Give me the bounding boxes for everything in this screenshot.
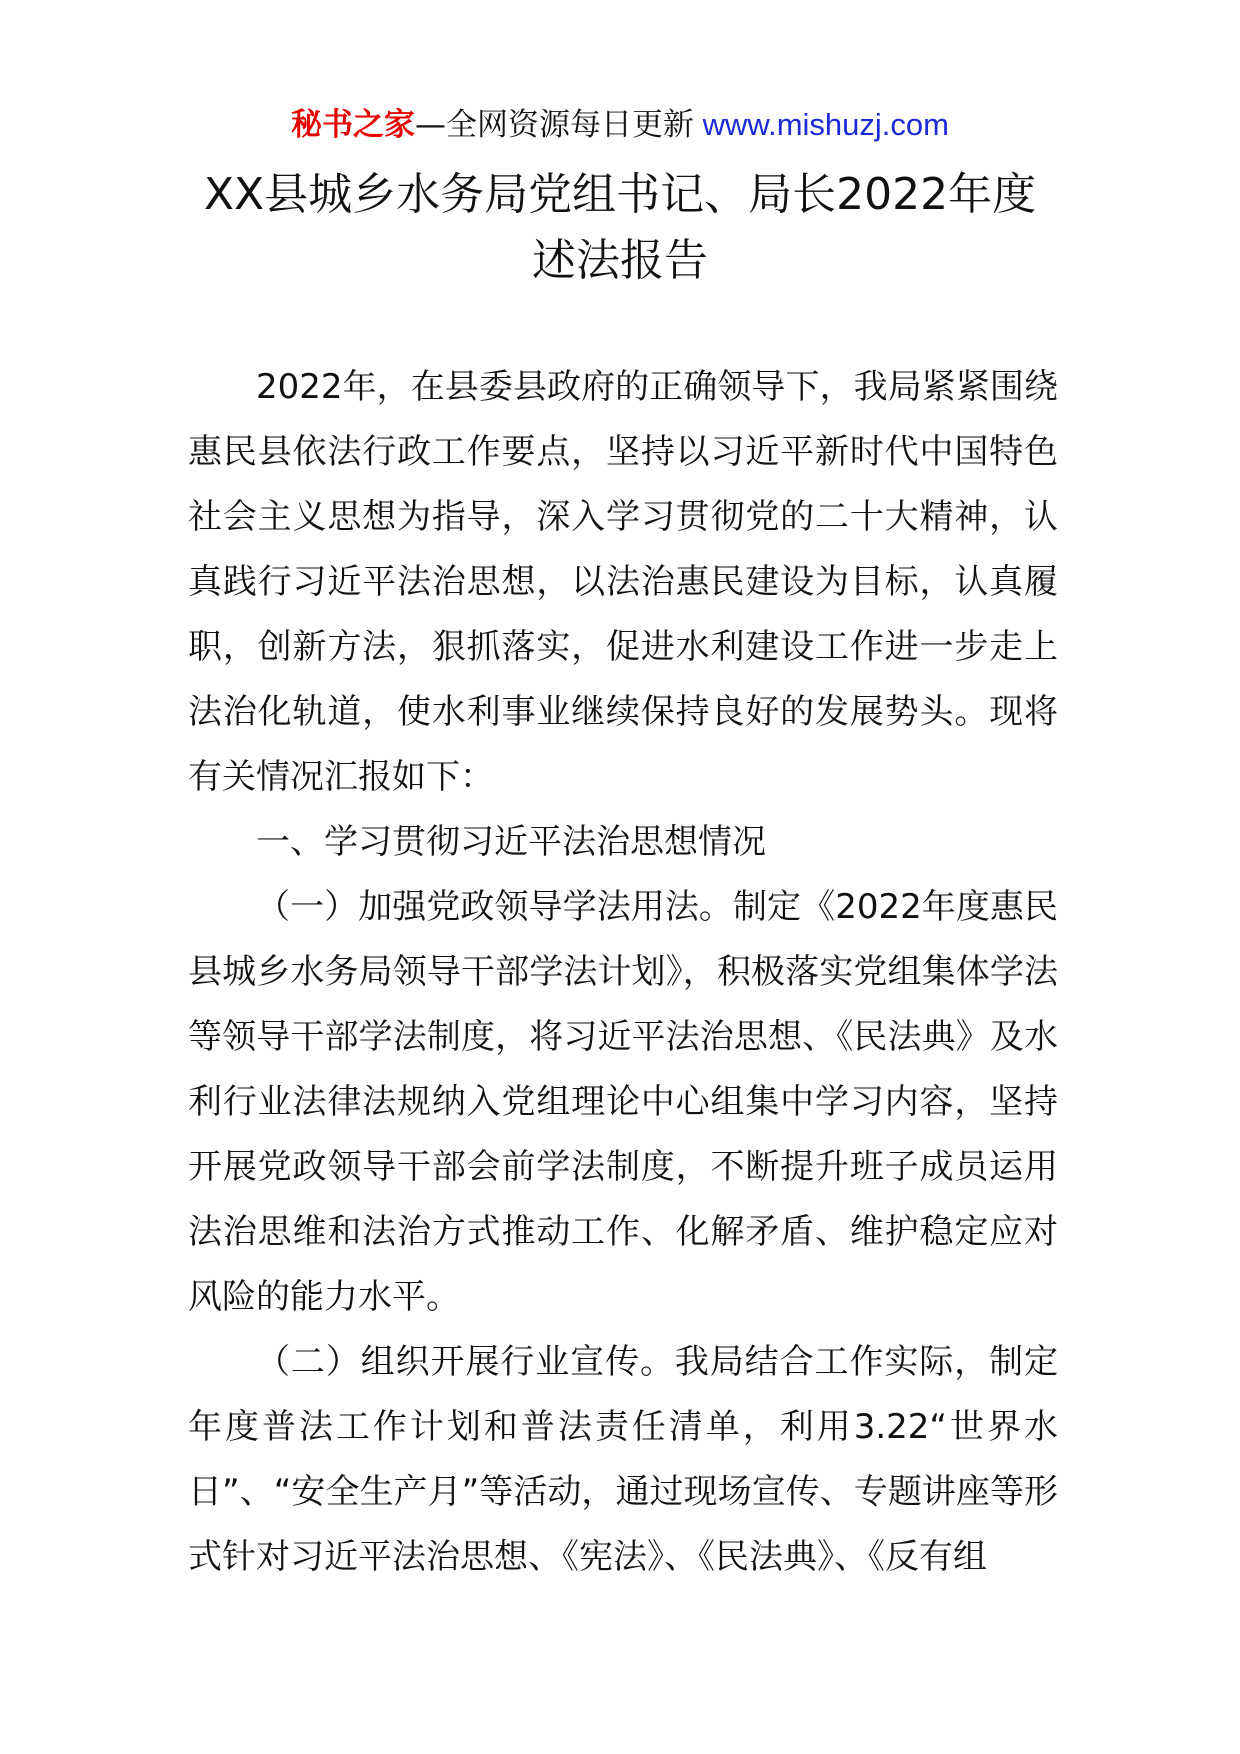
brand-name: 秘书之家 [291, 107, 416, 143]
section-heading: 一、学习贯彻习近平法治思想情况 [256, 822, 766, 862]
title-line-2: 述法报告 [532, 235, 708, 286]
intro-paragraph: 2022年，在县委县政府的正确领导下，我局紧紧围绕惠民县依法行政工作要点，坚持以习近平新时代中国特色社会主义思想为指导，深入学习贯彻党的二十大精神，认真践行习近平法治思想，以法治惠民建设为目标，认真履职，创新方法，狠抓落实，促进水利建设工作进一步走上法治化轨道，使水利事业继续保持良好的发展势头。现将有关情况汇报如下： [188, 367, 1058, 797]
document-title [150, 162, 1090, 294]
site-banner [0, 103, 1240, 147]
banner-tagline: —全网资源每日更新 [415, 107, 695, 143]
subsection-paragraph-1: （一）加强党政领导学法用法。制定《2022年度惠民县城乡水务局领导干部学法计划》，积极落实党组集体学法等领导干部学法制度，将习近平法治思想、《民法典》及水利行业法律法规纳入党组理论中心组集中学习内容，坚持开展党政领导干部会前学法制度，不断提升班子成员运用法治思维和法治方式推动工作、化解矛盾、维护稳定应对风险的能力水平。 [188, 887, 1058, 1317]
subsection-paragraph-2: （二）组织开展行业宣传。我局结合工作实际，制定年度普法工作计划和普法责任清单，利用3.22“世界水日”、“安全生产月”等活动，通过现场宣传、专题讲座等形式针对习近平法治思想、《宪法》、《民法典》、《反有组 [188, 1342, 1058, 1577]
document-body [188, 355, 1058, 1590]
site-url-link[interactable]: www.mishuzj.com [694, 107, 949, 142]
title-line-1: XX县城乡水务局党组书记、局长2022年度 [203, 169, 1037, 220]
